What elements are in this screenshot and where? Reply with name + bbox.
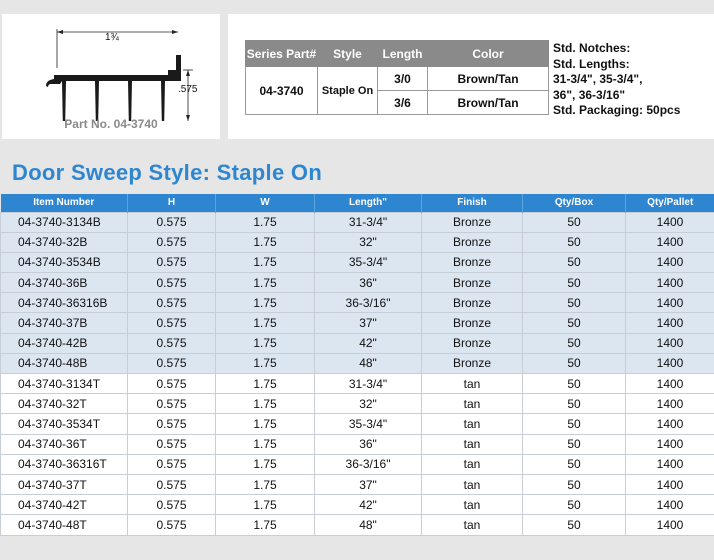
spec-header-color: Color [428, 41, 549, 67]
table-row [1, 454, 714, 474]
qty-pallet-cell: 1400 [626, 353, 714, 373]
w-cell: 1.75 [216, 515, 315, 535]
h-cell: 0.575 [128, 252, 216, 272]
h-cell: 0.575 [128, 333, 216, 353]
page-title: Door Sweep Style: Staple On [12, 160, 323, 185]
h-cell: 0.575 [128, 374, 216, 394]
length-cell: 48" [315, 515, 422, 535]
length-cell: 35-3/4" [315, 414, 422, 434]
w-cell: 1.75 [216, 293, 315, 313]
h-cell: 0.575 [128, 434, 216, 454]
profile-drawing-panel [2, 14, 220, 139]
length-cell: 36" [315, 434, 422, 454]
spec-note-line: Std. Notches: [553, 41, 631, 55]
spec-length: 3/6 [378, 91, 428, 115]
qty-pallet-cell: 1400 [626, 414, 714, 434]
sweep-flange-shape [46, 55, 181, 87]
part-number-caption: Part No. 04-3740 [64, 117, 158, 131]
length-cell: 32" [315, 394, 422, 414]
h-cell: 0.575 [128, 313, 216, 333]
series-spec-table [245, 40, 549, 115]
finish-cell: Bronze [422, 293, 523, 313]
table-row [1, 434, 714, 454]
column-header-finish: Finish [422, 194, 523, 212]
w-cell: 1.75 [216, 313, 315, 333]
spec-series-part: 04-3740 [246, 67, 318, 115]
length-cell: 48" [315, 353, 422, 373]
spec-note-line: Std. Packaging: 50pcs [553, 103, 681, 117]
sweep-fin-4 [161, 81, 165, 121]
finish-cell: Bronze [422, 333, 523, 353]
length-cell: 32" [315, 232, 422, 252]
qty-box-cell: 50 [523, 434, 626, 454]
qty-box-cell: 50 [523, 212, 626, 232]
qty-box-cell: 50 [523, 374, 626, 394]
spec-style: Staple On [318, 67, 378, 115]
finish-cell: tan [422, 434, 523, 454]
height-dimension-label: .575 [178, 84, 198, 95]
qty-box-cell: 50 [523, 414, 626, 434]
w-cell: 1.75 [216, 434, 315, 454]
qty-pallet-cell: 1400 [626, 333, 714, 353]
h-cell: 0.575 [128, 232, 216, 252]
length-cell: 35-3/4" [315, 252, 422, 272]
w-cell: 1.75 [216, 353, 315, 373]
item-number-cell: 04-3740-37B [1, 313, 128, 333]
spec-summary-panel [228, 14, 714, 139]
finish-cell: Bronze [422, 252, 523, 272]
table-row [1, 414, 714, 434]
item-number-cell: 04-3740-48B [1, 353, 128, 373]
qty-pallet-cell: 1400 [626, 232, 714, 252]
qty-box-cell: 50 [523, 353, 626, 373]
table-row [1, 333, 714, 353]
width-arrow-left [57, 30, 63, 34]
finish-cell: tan [422, 474, 523, 494]
finish-cell: tan [422, 414, 523, 434]
table-row [1, 353, 714, 373]
column-header-qty-pallet: Qty/Pallet [626, 194, 714, 212]
qty-pallet-cell: 1400 [626, 454, 714, 474]
finish-cell: tan [422, 394, 523, 414]
finish-cell: Bronze [422, 212, 523, 232]
item-number-cell: 04-3740-36B [1, 273, 128, 293]
qty-box-cell: 50 [523, 252, 626, 272]
w-cell: 1.75 [216, 394, 315, 414]
product-table [0, 194, 714, 536]
qty-box-cell: 50 [523, 333, 626, 353]
item-number-cell: 04-3740-3134B [1, 212, 128, 232]
item-number-cell: 04-3740-3534B [1, 252, 128, 272]
table-row [1, 273, 714, 293]
spec-note-line: 31-3/4", 35-3/4", [553, 72, 643, 86]
h-cell: 0.575 [128, 212, 216, 232]
item-number-cell: 04-3740-36316T [1, 454, 128, 474]
h-cell: 0.575 [128, 414, 216, 434]
h-cell: 0.575 [128, 495, 216, 515]
w-cell: 1.75 [216, 333, 315, 353]
finish-cell: tan [422, 454, 523, 474]
item-number-cell: 04-3740-32B [1, 232, 128, 252]
qty-pallet-cell: 1400 [626, 293, 714, 313]
h-cell: 0.575 [128, 293, 216, 313]
finish-cell: Bronze [422, 232, 523, 252]
spec-header-length: Length [378, 41, 428, 67]
h-cell: 0.575 [128, 474, 216, 494]
w-cell: 1.75 [216, 252, 315, 272]
w-cell: 1.75 [216, 454, 315, 474]
qty-box-cell: 50 [523, 273, 626, 293]
spec-header-series-part: Series Part# [246, 41, 318, 67]
table-row [1, 313, 714, 333]
h-cell: 0.575 [128, 273, 216, 293]
length-cell: 31-3/4" [315, 212, 422, 232]
length-cell: 37" [315, 474, 422, 494]
table-row [1, 252, 714, 272]
item-number-cell: 04-3740-3134T [1, 374, 128, 394]
spec-color: Brown/Tan [428, 91, 549, 115]
width-arrow-right [172, 30, 178, 34]
width-dimension-label: 1¾ [105, 32, 119, 43]
w-cell: 1.75 [216, 232, 315, 252]
qty-box-cell: 50 [523, 515, 626, 535]
h-cell: 0.575 [128, 353, 216, 373]
table-row [1, 374, 714, 394]
column-header-item-number: Item Number [1, 194, 128, 212]
table-row [1, 495, 714, 515]
spec-header-style: Style [318, 41, 378, 67]
spec-note-line: Std. Lengths: [553, 56, 630, 71]
table-body [1, 212, 714, 535]
w-cell: 1.75 [216, 273, 315, 293]
finish-cell: Bronze [422, 313, 523, 333]
qty-pallet-cell: 1400 [626, 394, 714, 414]
sweep-fin-2 [95, 81, 99, 121]
length-cell: 42" [315, 495, 422, 515]
qty-box-cell: 50 [523, 293, 626, 313]
qty-pallet-cell: 1400 [626, 495, 714, 515]
h-cell: 0.575 [128, 454, 216, 474]
finish-cell: Bronze [422, 273, 523, 293]
column-header-length: Length" [315, 194, 422, 212]
qty-box-cell: 50 [523, 313, 626, 333]
spec-color: Brown/Tan [428, 67, 549, 91]
w-cell: 1.75 [216, 495, 315, 515]
qty-pallet-cell: 1400 [626, 313, 714, 333]
qty-pallet-cell: 1400 [626, 252, 714, 272]
table-row [1, 293, 714, 313]
spec-note-line: 36", 36-3/16" [553, 87, 626, 102]
finish-cell: tan [422, 515, 523, 535]
item-number-cell: 04-3740-48T [1, 515, 128, 535]
spec-notes [553, 41, 680, 119]
table-row [1, 474, 714, 494]
height-arrow-top [186, 70, 190, 76]
qty-box-cell: 50 [523, 495, 626, 515]
table-row [1, 232, 714, 252]
w-cell: 1.75 [216, 474, 315, 494]
qty-pallet-cell: 1400 [626, 434, 714, 454]
table-row [1, 515, 714, 535]
item-number-cell: 04-3740-42B [1, 333, 128, 353]
finish-cell: Bronze [422, 353, 523, 373]
item-number-cell: 04-3740-42T [1, 495, 128, 515]
w-cell: 1.75 [216, 374, 315, 394]
qty-box-cell: 50 [523, 232, 626, 252]
length-cell: 36-3/16" [315, 454, 422, 474]
length-cell: 36-3/16" [315, 293, 422, 313]
column-header-w: W [216, 194, 315, 212]
qty-box-cell: 50 [523, 474, 626, 494]
finish-cell: tan [422, 374, 523, 394]
qty-pallet-cell: 1400 [626, 374, 714, 394]
length-cell: 31-3/4" [315, 374, 422, 394]
item-number-cell: 04-3740-36T [1, 434, 128, 454]
column-header-qty-box: Qty/Box [523, 194, 626, 212]
item-number-cell: 04-3740-36316B [1, 293, 128, 313]
qty-pallet-cell: 1400 [626, 474, 714, 494]
h-cell: 0.575 [128, 394, 216, 414]
qty-box-cell: 50 [523, 454, 626, 474]
finish-cell: tan [422, 495, 523, 515]
qty-pallet-cell: 1400 [626, 273, 714, 293]
item-number-cell: 04-3740-3534T [1, 414, 128, 434]
table-header-row [1, 194, 714, 212]
sweep-fin-3 [128, 81, 132, 121]
column-header-h: H [128, 194, 216, 212]
w-cell: 1.75 [216, 212, 315, 232]
w-cell: 1.75 [216, 414, 315, 434]
length-cell: 37" [315, 313, 422, 333]
qty-pallet-cell: 1400 [626, 212, 714, 232]
qty-pallet-cell: 1400 [626, 515, 714, 535]
h-cell: 0.575 [128, 515, 216, 535]
length-cell: 36" [315, 273, 422, 293]
length-cell: 42" [315, 333, 422, 353]
item-number-cell: 04-3740-32T [1, 394, 128, 414]
sweep-fin-1 [62, 81, 66, 121]
qty-box-cell: 50 [523, 394, 626, 414]
item-number-cell: 04-3740-37T [1, 474, 128, 494]
table-row [1, 212, 714, 232]
table-row [1, 394, 714, 414]
spec-length: 3/0 [378, 67, 428, 91]
